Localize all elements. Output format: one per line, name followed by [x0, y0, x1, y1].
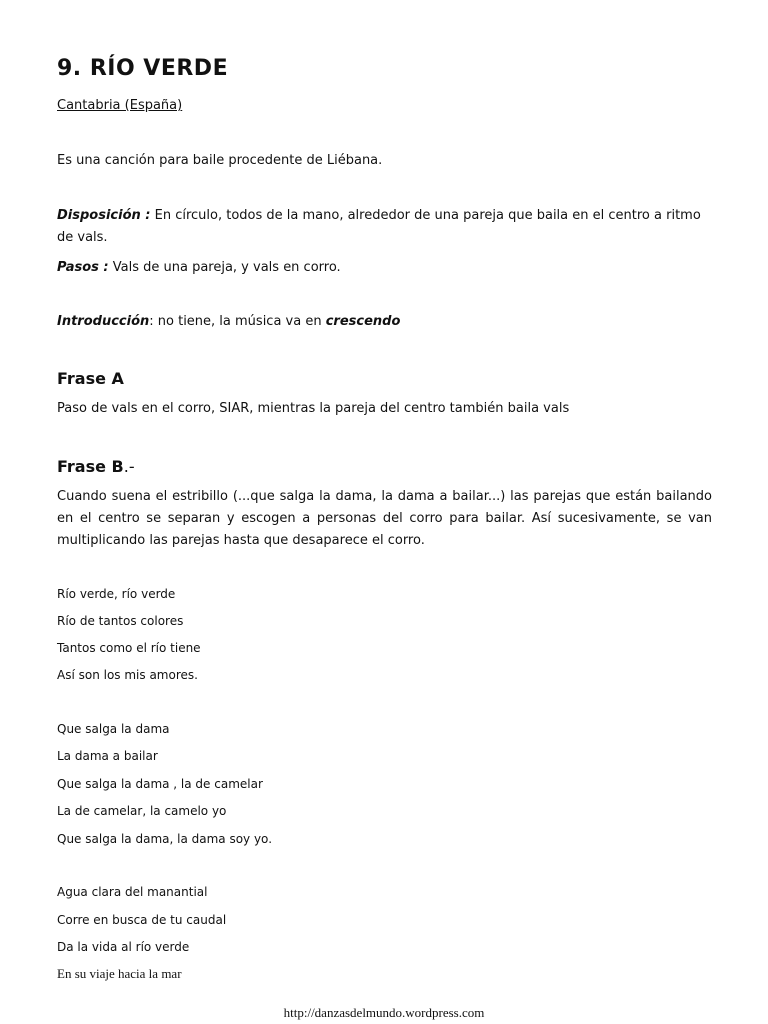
- lyric-line: Así son los mis amores.: [57, 668, 198, 682]
- lyric-line: Que salga la dama, la dama soy yo.: [57, 832, 273, 846]
- lyric-line: En su viaje hacia la mar: [57, 966, 182, 981]
- disposicion-label: Disposición :: [57, 208, 151, 223]
- frase-b-text: Cuando suena el estribillo (...que salga la dama, la dama a bailar...) las parejas que están bailando en el centro se separan y escogen a personas del corro para bailar. Así sucesivamente, se van multiplicando las parejas hasta que desaparece el corro.: [57, 489, 712, 548]
- lyric-line: Río verde, río verde: [57, 587, 176, 601]
- lyric-line: Tantos como el río tiene: [57, 641, 201, 655]
- pasos-label: Pasos :: [57, 260, 109, 275]
- footer-url: http://danzasdelmundo.wordpress.com: [283, 1005, 485, 1020]
- frase-a-heading: Frase A: [57, 369, 124, 388]
- document-page: [57, 0, 712, 1024]
- frase-b-heading: [57, 457, 135, 476]
- frase-a-text: Paso de vals en el corro, SIAR, mientras la pareja del centro también baila vals: [57, 401, 570, 416]
- page-title: 9. RÍO VERDE: [57, 56, 229, 81]
- pasos-paragraph: [57, 257, 712, 279]
- lyric-line: La de camelar, la camelo yo: [57, 804, 227, 818]
- introduccion-label: Introducción: [57, 314, 150, 329]
- lyric-line: Corre en busca de tu caudal: [57, 913, 227, 927]
- lyric-line: Que salga la dama: [57, 722, 170, 736]
- frase-b-heading-suffix: .-: [123, 457, 135, 476]
- lyric-line: Que salga la dama , la de camelar: [57, 777, 263, 791]
- lyric-line: Agua clara del manantial: [57, 885, 208, 899]
- introduccion-text: : no tiene, la música va en: [149, 314, 326, 329]
- lyric-line: Río de tantos colores: [57, 614, 184, 628]
- intro-text: Es una canción para baile procedente de Liébana.: [57, 153, 383, 168]
- lyric-line: La dama a bailar: [57, 749, 158, 763]
- disposicion-text: En círculo, todos de la mano, alrededor de una pareja que baila en el centro a ritmo de vals.: [57, 208, 701, 245]
- lyric-line: Da la vida al río verde: [57, 940, 190, 954]
- disposicion-paragraph: [57, 205, 712, 249]
- pasos-text: Vals de una pareja, y vals en corro.: [108, 260, 341, 275]
- introduccion-paragraph: [57, 311, 712, 333]
- introduccion-emphasis: crescendo: [325, 314, 401, 329]
- region-subtitle: Cantabria (España): [57, 98, 183, 113]
- frase-b-heading-label: Frase B: [57, 457, 124, 476]
